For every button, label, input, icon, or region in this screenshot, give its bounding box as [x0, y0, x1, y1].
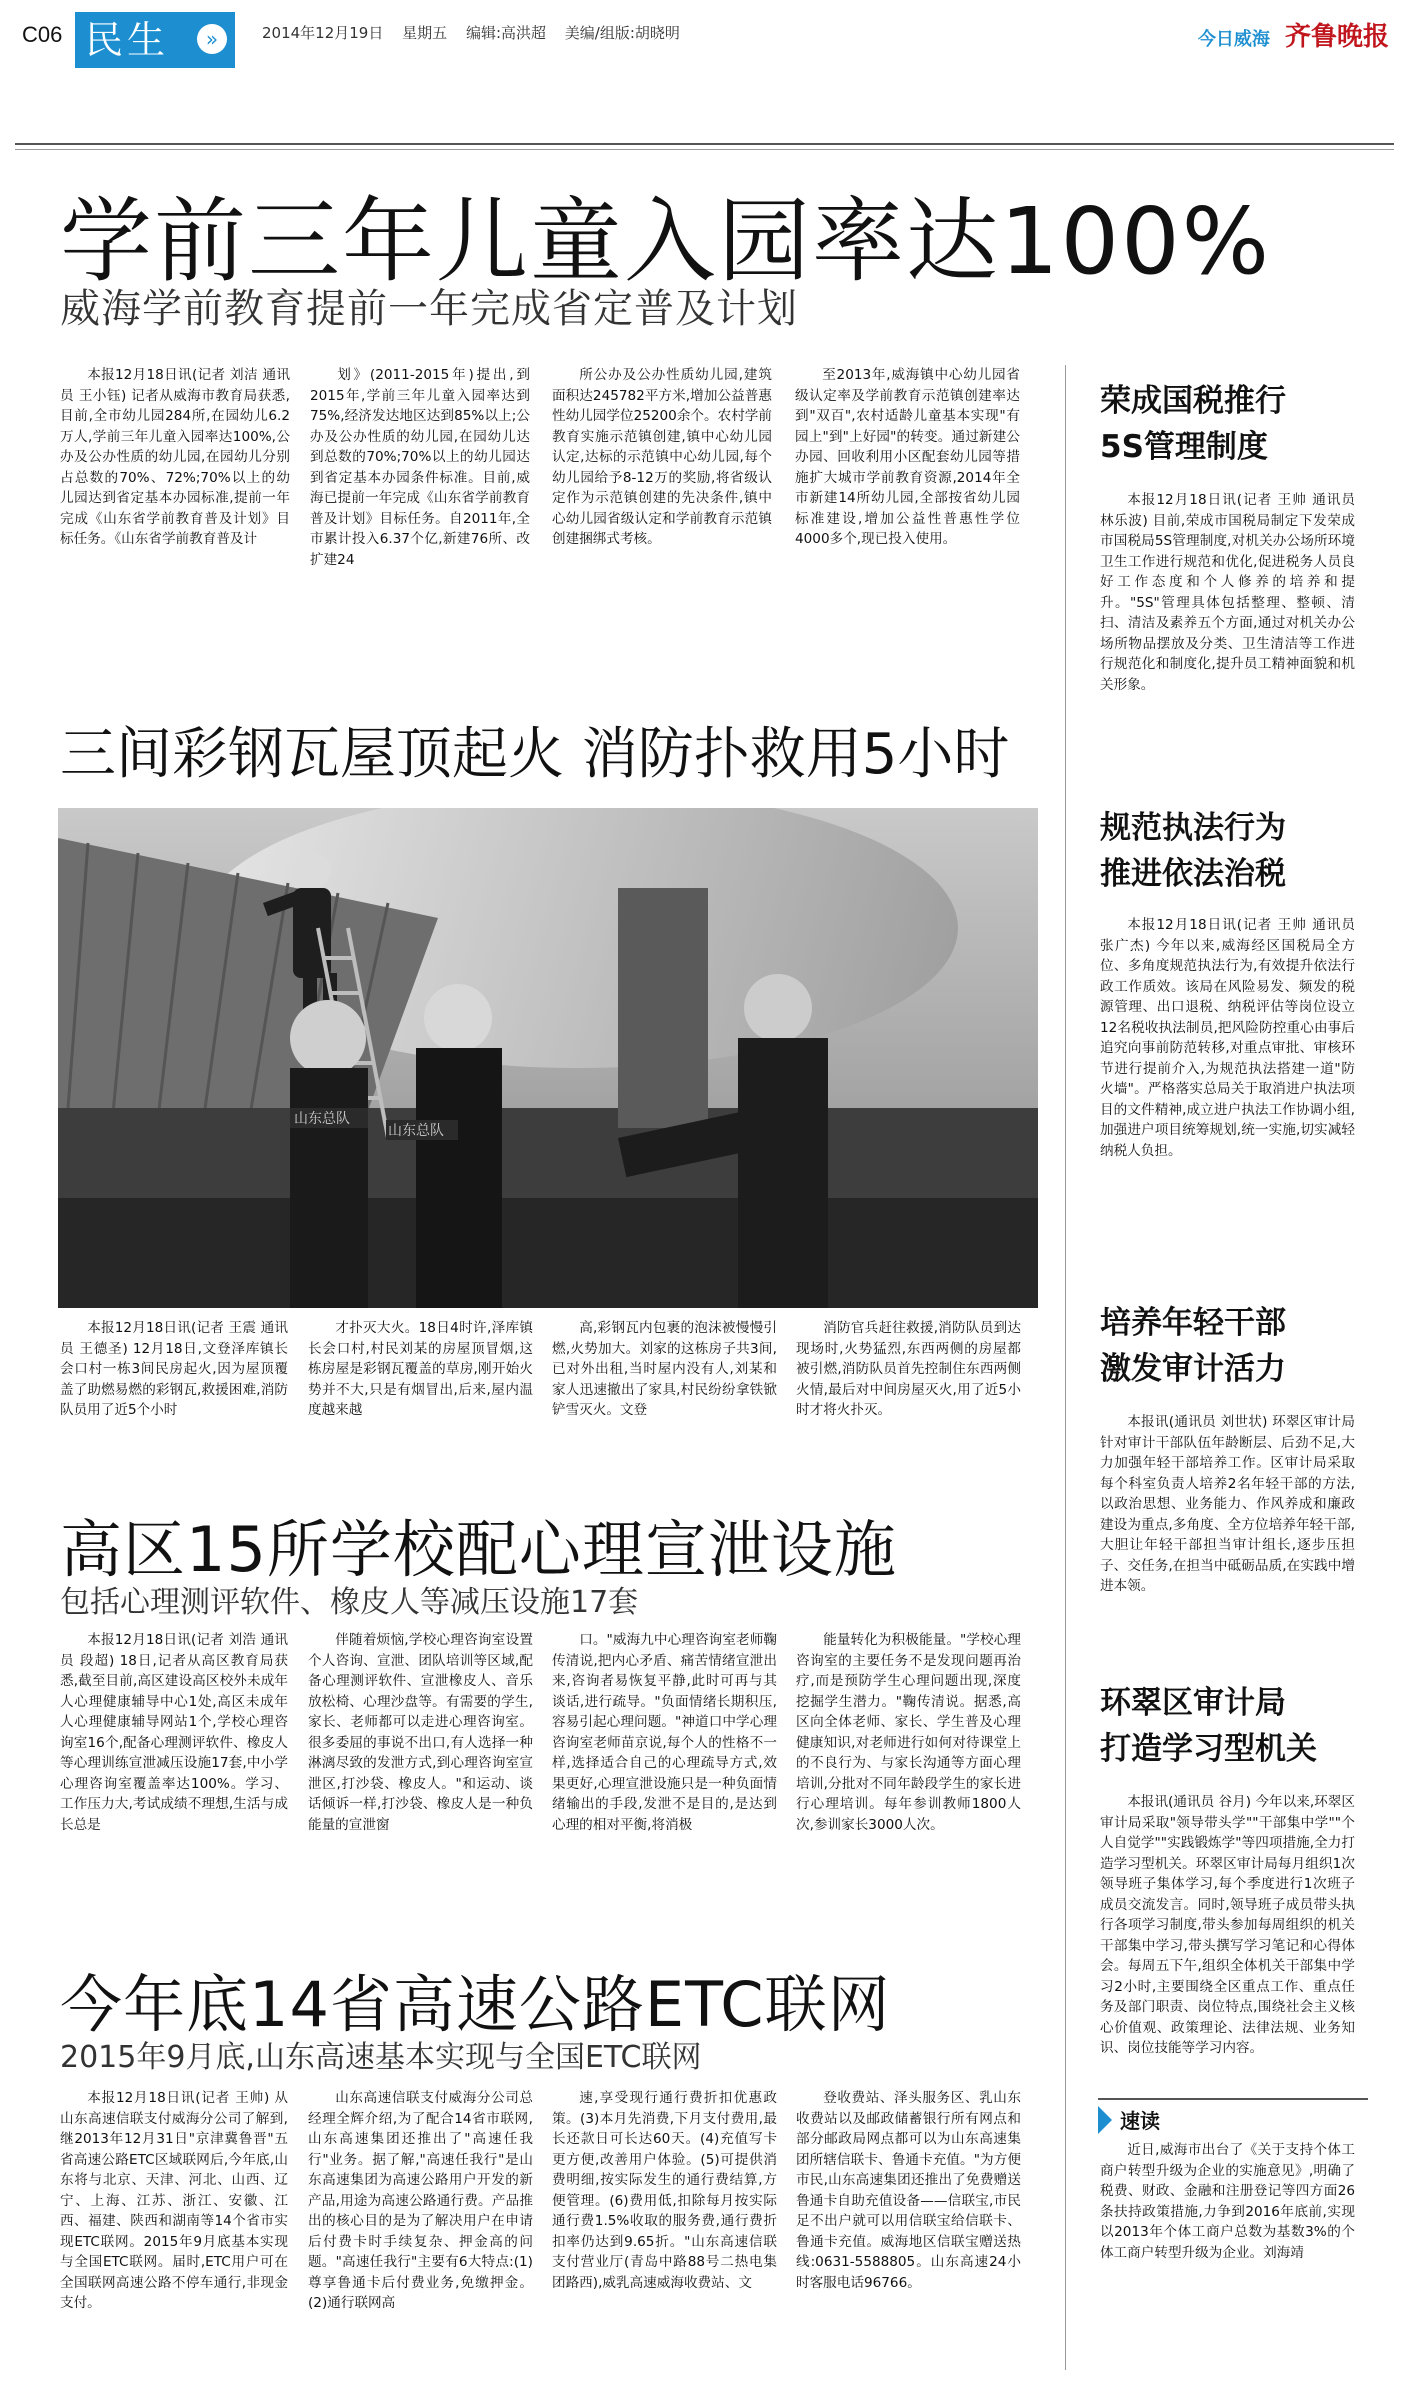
chevron-right-icon: » [197, 24, 227, 54]
article-column [308, 1630, 533, 1940]
fire-photo [58, 808, 1038, 1308]
article-column [60, 1318, 288, 1448]
firefighters-image [58, 808, 1038, 1308]
article-column [60, 365, 290, 695]
article-text: 速,享受现行通行费折扣优惠政策。(3)本月先消费,下月支付费用,最长还款日可长达60天。(4)充值写卡更方便,改善用户体验。(5)可提供消费明细,按实际发生的通行费结算,方便管理。(6)费用低,扣除每月按实际通行费1.5%收取的服务费,通行费折扣率仍达到9.65折。"山东高速信联支付营业厅(青岛中路88号二热电集团路西),威乳高速威海收费站、文 [552, 2090, 777, 2291]
page-number: C06 [22, 22, 63, 47]
sidebar-headline [1100, 1300, 1286, 1392]
header-divider [15, 143, 1394, 145]
article-text: 山东高速信联支付威海分公司总经理全辉介绍,为了配合14省市联网,山东高速集团还推出了"高速任我行"业务。据了解,"高速任我行"是山东高速集团为高速公路用户开发的新产品,用途为高速公路通行费。产品推出的核心目的是为了解决用户在申请后付费卡时手续复杂、押金高的问题。"高速任我行"主要有6大特点:(1)尊享鲁通卡后付费业务,免缴押金。(2)通行联网高 [308, 2090, 533, 2311]
today-tag: 今日威海 [1197, 29, 1270, 50]
article-text: 近日,威海市出台了《关于支持个体工商户转型升级为企业的实施意见》,明确了税费、财政、金融和注册登记等四方面26条扶持政策措施,力争到2016年底前,实现以2013年个体工商户总数为基数3%的个体工商户转型升级为企业。刘海靖 [1100, 2142, 1355, 2261]
sidebar-article [1100, 1792, 1355, 2092]
article-text: 本报12月18日讯(记者 王震 通讯员 王德圣) 12月18日,文登泽库镇长会口村一栋3间民房起火,因为屋顶覆盖了助燃易燃的彩钢瓦,救援困难,消防队员用了近5个小时 [60, 1320, 288, 1418]
article-column [552, 1630, 777, 1940]
article-text: 所公办及公办性质幼儿园,建筑面积达245782平方米,增加公益普惠性幼儿园学位25200余个。农村学前教育实施示范镇创建,镇中心幼儿园认定,达标的示范镇中心幼儿园,每个幼儿园给予8-12万的奖励,将省级认定作为示范镇创建的先决条件,镇中心幼儿园省级认定和学前教育示范镇创建捆绑式考核。 [552, 367, 772, 547]
article-text: 消防官兵赶往救援,消防队员到达现场时,火势猛烈,东西两侧的房屋都被引燃,消防队员首先控制住东西两侧火情,最后对中间房屋灭火,用了近5小时才将火扑灭。 [796, 1320, 1021, 1418]
header-meta [262, 22, 694, 43]
sidebar-headline-line2: 推进依法治税 [1100, 856, 1286, 892]
sidebar-headline-line2: 打造学习型机关 [1100, 1731, 1317, 1767]
article-text: 本报12月18日讯(记者 王帅) 从山东高速信联支付威海分公司了解到,继2013年12月31日"京津冀鲁晋"五省高速公路ETC区域联网后,今年底,山东将与北京、天津、河北、山西、辽宁、上海、江苏、浙江、安徽、江西、福建、陕西和湖南等14个省市实现ETC联网。2015年9月底基本实现与全国ETC联网。届时,ETC用户可在全国联网高速公路不停车通行,非现金支付。 [60, 2090, 288, 2311]
sidebar-headline [1100, 805, 1286, 897]
brief-tag [1098, 2105, 1160, 2134]
article-text: 登收费站、泽头服务区、乳山东收费站以及邮政储蓄银行所有网点和部分邮政局网点都可以为山东高速集团所辖信联卡、鲁通卡充值。"为方便市民,山东高速集团还推出了免费赠送鲁通卡自助充值设备——信联宝,市民足不出户就可以用信联宝给信联卡、鲁通卡充值。威海地区信联宝赠送热线:0631-5588805。山东高速24小时客服电话96766。 [796, 2090, 1021, 2291]
issue-weekday: 星期五 [402, 24, 448, 42]
sidebar-headline-line1: 培养年轻干部 [1100, 1305, 1286, 1341]
article-text: 口。"威海九中心理咨询室老师鞠传清说,把内心矛盾、痛苦情绪宣泄出来,咨询者易恢复平静,此时可再与其谈话,进行疏导。"负面情绪长期积压,容易引起心理问题。"神道口中学心理咨询室老师苗京说,每个人的性格不一样,选择适合自己的心理疏导方式,效果更好,心理宣泄设施只是一种负面情绪输出的手段,发泄不是目的,是达到心理的相对平衡,将消极 [552, 1632, 777, 1833]
uniform-badge-1: 山东总队 [388, 1123, 444, 1139]
sidebar-headline-line1: 环翠区审计局 [1100, 1685, 1286, 1721]
article-column [60, 1630, 288, 1940]
issue-date: 2014年12月19日 [262, 24, 384, 42]
sidebar-headline-line2: 激发审计活力 [1100, 1351, 1286, 1387]
sidebar-article [1100, 915, 1355, 1295]
designer-credit: 美编/组版:胡晓明 [564, 24, 680, 42]
header-divider-thin [15, 149, 1394, 150]
article-column [308, 2088, 533, 2370]
headline-fire: 三间彩钢瓦屋顶起火 消防扑救用5小时 [60, 722, 1010, 787]
article-column [796, 2088, 1021, 2370]
sidebar-headline-line1: 荣成国税推行 [1100, 383, 1286, 419]
brief-article [1100, 2140, 1355, 2370]
brief-label: 速读 [1120, 2109, 1160, 2133]
article-column [308, 1318, 533, 1448]
sidebar-article [1100, 490, 1355, 810]
sidebar-headline [1100, 378, 1286, 470]
article-text: 伴随着烦恼,学校心理咨询室设置个人咨询、宣泄、团队培训等区域,配备心理测评软件、宣泄橡皮人、音乐放松椅、心理沙盘等。有需要的学生,家长、老师都可以走进心理咨询室。很多委屈的事说不出口,有人选择一种淋漓尽致的发泄方式,到心理咨询室宣泄区,打沙袋、橡皮人。"和运动、谈话倾诉一样,打沙袋、橡皮人是一种负能量的宣泄窗 [308, 1632, 533, 1833]
article-text: 本报12月18日讯(记者 王帅 通讯员 林乐波) 目前,荣成市国税局制定下发荣成市国税局5S管理制度,对机关办公场所环境卫生工作进行规范和优化,促进税务人员良好工作态度和个人修养的培养和提升。"5S"管理具体包括整理、整顿、清扫、清洁及素养五个方面,通过对机关办公场所物品摆放及分类、卫生清洁等工作进行规范化和制度化,提升员工精神面貌和机关形象。 [1100, 492, 1355, 693]
sidebar-headline-line1: 规范执法行为 [1100, 810, 1286, 846]
article-text: 本报12月18日讯(记者 刘洁 通讯员 王小钰) 记者从威海市教育局获悉,目前,全市幼儿园284所,在园幼儿6.2万人,学前三年儿童入园率达100%,公办及公办性质的幼儿园,在园幼儿分别占总数的70%、72%;70%以上的幼儿园达到省定基本办园标准,提前一年完成《山东省学前教育普及计划》目标任务。《山东省学前教育普及计 [60, 367, 290, 547]
article-column [796, 1318, 1021, 1448]
article-text: 至2013年,威海镇中心幼儿园省级认定率及学前教育示范镇创建率达到"双百",农村适龄儿童基本实现"有园上"到"上好园"的转变。通过新建公办园、回收利用小区配套幼儿园等措施扩大城市学前教育资源,2014年全市新建14所幼儿园,全部按省幼儿园标准建设,增加公益性普惠性学位4000多个,现已投入使用。 [795, 367, 1020, 547]
section-label [75, 12, 235, 68]
editor-credit: 编辑:高洪超 [465, 24, 546, 42]
article-column [60, 2088, 288, 2370]
article-column [552, 2088, 777, 2370]
sidebar-headline [1100, 1680, 1317, 1772]
paper-logo: 齐鲁晚报 [1284, 22, 1389, 52]
triangle-marker-icon [1098, 2106, 1112, 2134]
sidebar-headline-line2: 5S管理制度 [1100, 429, 1268, 465]
subheadline-kindergarten: 威海学前教育提前一年完成省定普及计划 [60, 286, 798, 332]
article-text: 才扑灭大火。18日4时许,泽库镇长会口村,村民刘某的房屋顶冒烟,这栋房屋是彩钢瓦覆盖的草房,刚开始火势并不大,只是有烟冒出,后来,屋内温度越来越 [308, 1320, 533, 1418]
article-text: 能量转化为积极能量。"学校心理咨询室的主要任务不是发现问题再治疗,而是预防学生心理问题出现,深度挖掘学生潜力。"鞠传清说。据悉,高区向全体老师、家长、学生普及心理健康知识,对老师进行如何对待课堂上的不良行为、与家长沟通等方面心理培训,分批对不同年龄段学生的家长进行心理培训。每年参训教师1800人次,参训家长3000人次。 [796, 1632, 1021, 1833]
article-column [795, 365, 1020, 695]
brief-divider [1098, 2098, 1368, 2100]
article-column [310, 365, 530, 695]
section-name: 民生 [85, 18, 170, 62]
article-text: 划》(2011-2015年)提出,到2015年,学前三年儿童入园率达到75%,经济发达地区达到85%以上;公办及公办性质的幼儿园,在园幼儿达到总数的70%;70%以上的幼儿园达到省定基本办园条件标准。目前,威海已提前一年完成《山东省学前教育普及计划》目标任务。自2011年,全市累计投入6.37个亿,新建76所、改扩建24 [310, 367, 530, 568]
masthead [1198, 16, 1389, 53]
article-text: 高,彩钢瓦内包裹的泡沫被慢慢引燃,火势加大。刘家的这栋房子共3间,已对外出租,当时屋内没有人,刘某和家人迅速撤出了家具,村民纷纷拿铁锨铲雪灭火。文登 [552, 1320, 777, 1418]
headline-kindergarten: 学前三年儿童入园率达100% [60, 188, 1272, 295]
article-column [796, 1630, 1021, 1940]
headline-psych-facilities: 高区15所学校配心理宣泄设施 [60, 1513, 897, 1586]
uniform-badge-2: 山东总队 [294, 1111, 350, 1127]
article-text: 本报讯(通讯员 谷月) 今年以来,环翠区审计局采取"领导带头学""干部集中学""个人自觉学""实践锻炼学"等四项措施,全力打造学习型机关。环翠区审计局每月组织1次领导班子集体学习,每个季度进行1次班子成员交流发言。同时,领导班子成员带头执行各项学习制度,带头参加每周组织的机关干部集中学习,带头撰写学习笔记和心得体会。每周五下午,组织全体机关干部集中学习2小时,主要围绕全区重点工作、重点任务及部门职责、岗位特点,围绕社会主义核心价值观、政策理论、法律法规、业务知识、岗位技能等学习内容。 [1100, 1794, 1355, 2056]
article-column [552, 365, 772, 695]
sidebar-article [1100, 1412, 1355, 1682]
subheadline-psych-facilities: 包括心理测评软件、橡皮人等减压设施17套 [60, 1585, 639, 1620]
article-column [552, 1318, 777, 1448]
article-text: 本报讯(通讯员 刘世状) 环翠区审计局针对审计干部队伍年龄断层、后劲不足,大力加强年轻干部培养工作。区审计局采取每个科室负责人培养2名年轻干部的方法,以政治思想、业务能力、作风养成和廉政建设为重点,多角度、全方位培养年轻干部,大胆让年轻干部担当审计组长,逐步压担子、交任务,在担当中砥砺品质,在实践中增进本领。 [1100, 1414, 1355, 1594]
sidebar-divider [1065, 365, 1066, 2370]
article-text: 本报12月18日讯(记者 刘浩 通讯员 段超) 18日,记者从高区教育局获悉,截至目前,高区建设高区校外未成年人心理健康辅导中心1处,高区未成年人心理健康辅导网站1个,学校心理咨询室16个,配备心理测评软件、橡皮人等心理训练宣泄减压设施17套,中小学心理咨询室覆盖率达100%。学习、工作压力大,考试成绩不理想,生活与成长总是 [60, 1632, 288, 1833]
subheadline-etc: 2015年9月底,山东高速基本实现与全国ETC联网 [60, 2040, 702, 2075]
article-text: 本报12月18日讯(记者 王帅 通讯员 张广杰) 今年以来,威海经区国税局全方位、多角度规范执法行为,有效提升依法行政工作质效。该局在风险易发、频发的税源管理、出口退税、纳税评估等岗位设立12名税收执法制员,把风险防控重心由事后追究向事前防范转移,对重点审批、审核环节进行提前介入,为规范执法搭建一道"防火墙"。严格落实总局关于取消进户执法项目的文件精神,成立进户执法工作协调小组,加强进户项目统筹规划,统一实施,切实减轻纳税人负担。 [1100, 917, 1355, 1159]
headline-etc: 今年底14省高速公路ETC联网 [60, 1968, 891, 2041]
